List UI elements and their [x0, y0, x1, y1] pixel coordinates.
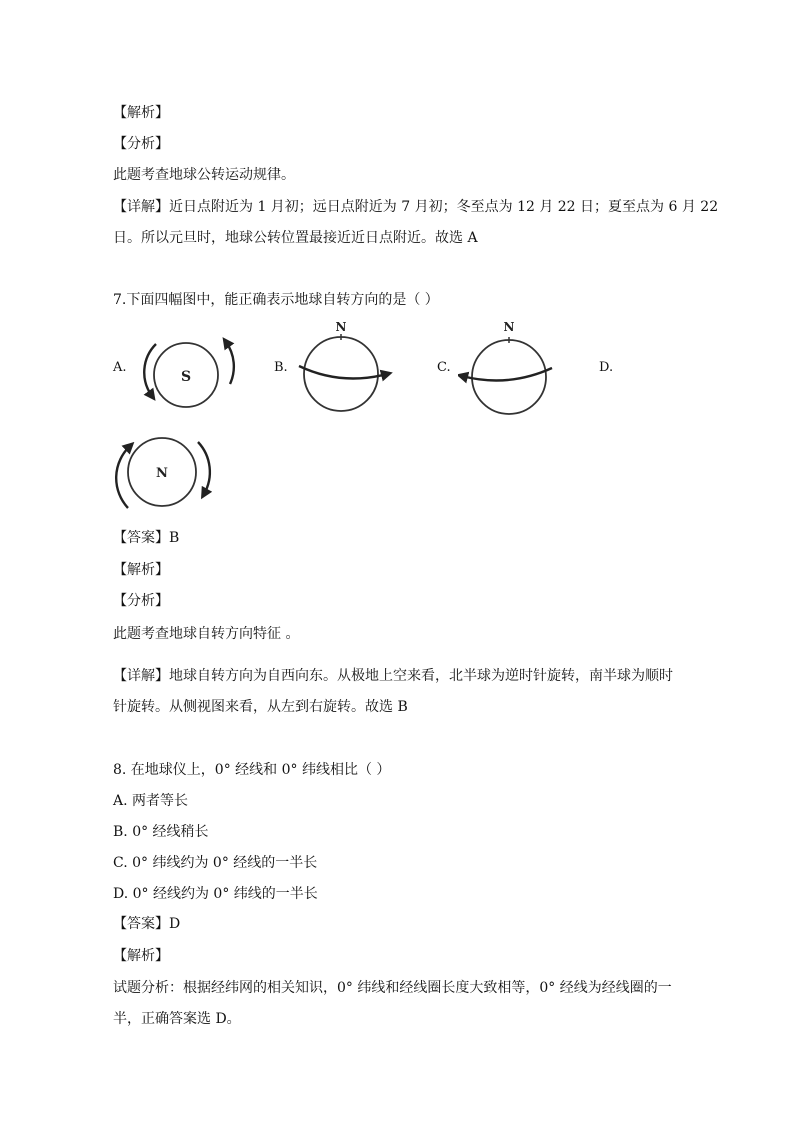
q7-detail-line-1: 【详解】地球自转方向为自西向东。从极地上空来看，北半球为逆时针旋转，南半球为顺时: [113, 668, 673, 684]
rotation-arrow-right: [226, 342, 234, 384]
q8-option-b: B. 0° 经线稍长: [113, 824, 209, 840]
q7-answer: 【答案】B: [113, 530, 180, 546]
q8-option-d: D. 0° 经线约为 0° 纬线的一半长: [113, 886, 318, 902]
q6-detail-line-1: 【详解】近日点附近为 1 月初；远日点附近为 7 月初；冬至点为 12 月 22 日；夏至点为 6 月 22: [113, 199, 719, 215]
q6-fenxi-heading: 【分析】: [113, 136, 169, 152]
q7-option-b-label: B.: [274, 360, 288, 375]
q6-detail-line-2: 日。所以元旦时，地球公转位置最接近近日点附近。故选 A: [113, 230, 478, 246]
rotation-arrow-right: [198, 442, 210, 494]
q7-analysis: 此题考查地球自转方向特征 。: [113, 626, 300, 642]
globe-circle: [472, 340, 546, 414]
q7-jiexi-heading: 【解析】: [113, 562, 169, 578]
q7-option-a-label: A.: [113, 360, 127, 375]
q7-question: 7.下面四幅图中，能正确表示地球自转方向的是（ ）: [113, 292, 439, 308]
q7-fenxi-heading: 【分析】: [113, 593, 169, 609]
pole-label: N: [503, 320, 515, 334]
q8-detail-line-2: 半，正确答案选 D。: [113, 1011, 241, 1027]
globe-circle: [304, 337, 378, 411]
pole-label: S: [180, 369, 192, 385]
q6-analysis: 此题考查地球公转运动规律。: [113, 167, 295, 183]
pole-label: N: [335, 320, 347, 334]
q8-option-a: A. 两者等长: [113, 793, 189, 809]
q7-figure-d: [114, 428, 218, 516]
q8-answer: 【答案】D: [113, 916, 181, 932]
q7-figure-b: [295, 318, 395, 418]
rotation-arrow: [462, 368, 552, 381]
q8-option-c: C. 0° 纬线约为 0° 经线的一半长: [113, 855, 318, 871]
q6-jiexi-heading: 【解析】: [113, 105, 169, 121]
q8-detail-line-1: 试题分析：根据经纬网的相关知识，0° 纬线和经线圈长度大致相等，0° 经线为经线圈的一: [113, 980, 672, 996]
q7-detail-line-2: 针旋转。从侧视图来看，从左到右旋转。故选 B: [113, 699, 408, 715]
q7-option-d-label: D.: [599, 360, 614, 375]
rotation-arrow: [299, 366, 387, 379]
q7-option-c-label: C.: [437, 360, 451, 375]
pole-label: N: [156, 466, 168, 481]
q8-question: 8. 在地球仪上，0° 经线和 0° 纬线相比（ ）: [113, 762, 391, 778]
q7-figure-c: [458, 318, 558, 418]
q7-figure-a: [140, 336, 240, 416]
q8-jiexi-heading: 【解析】: [113, 948, 169, 964]
